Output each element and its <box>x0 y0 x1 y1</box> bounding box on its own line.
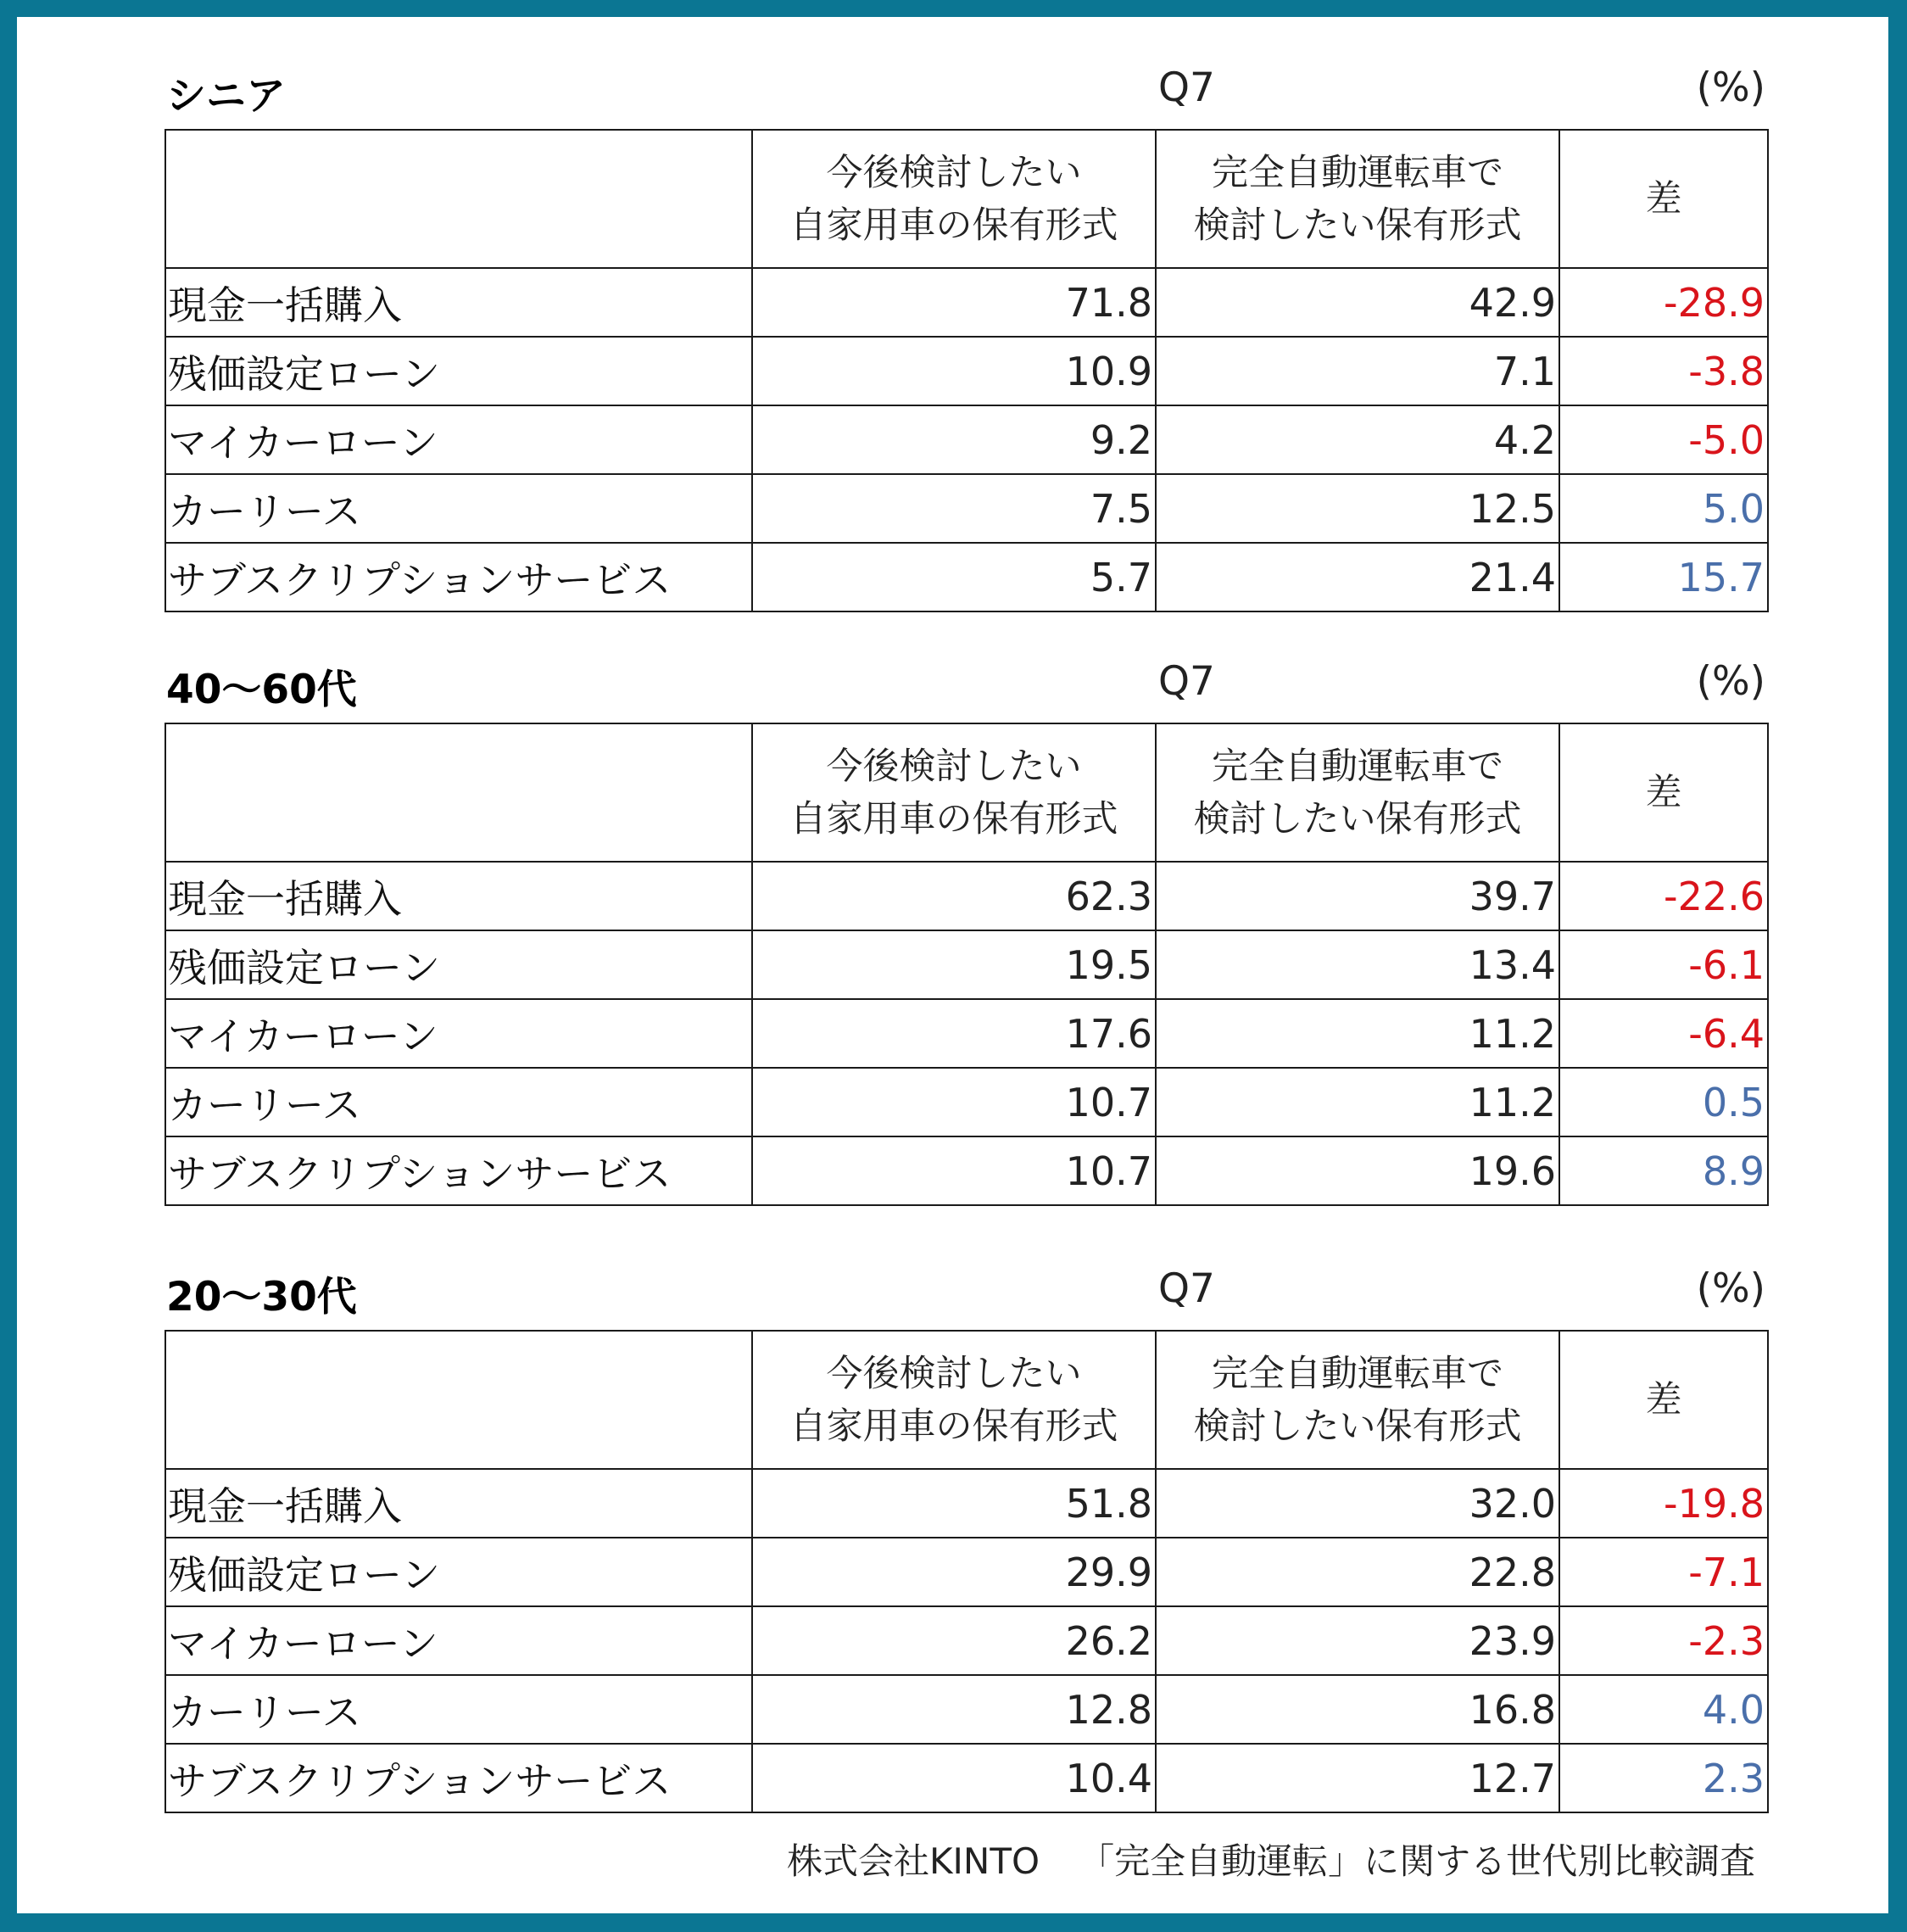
difference-cell: -7.1 <box>1559 1538 1768 1606</box>
row-label: サブスクリプションサービス <box>165 1744 752 1812</box>
question-label: Q7 <box>1158 658 1215 705</box>
difference-cell: -3.8 <box>1559 337 1768 405</box>
current-value-cell: 9.2 <box>752 405 1156 474</box>
row-label: 現金一括購入 <box>165 1469 752 1538</box>
difference-cell: -22.6 <box>1559 862 1768 930</box>
header-row <box>165 723 1768 862</box>
autonomous-value-cell: 21.4 <box>1156 543 1559 611</box>
header-row <box>165 130 1768 268</box>
row-label: サブスクリプションサービス <box>165 543 752 611</box>
table-block <box>164 1262 1767 1813</box>
figure-canvas <box>17 17 1888 1913</box>
difference-cell: -6.1 <box>1559 930 1768 999</box>
autonomous-value-cell: 11.2 <box>1156 999 1559 1068</box>
table-row <box>165 405 1768 474</box>
group-title: 20～30代 <box>166 1274 357 1321</box>
current-value-cell: 10.7 <box>752 1068 1156 1136</box>
autonomous-value-cell: 12.5 <box>1156 474 1559 543</box>
autonomous-value-cell: 23.9 <box>1156 1606 1559 1675</box>
column-header <box>1156 723 1559 862</box>
autonomous-value-cell: 32.0 <box>1156 1469 1559 1538</box>
row-label: カーリース <box>165 1675 752 1744</box>
source-caption <box>787 1834 1755 1885</box>
current-value-cell: 62.3 <box>752 862 1156 930</box>
row-label: カーリース <box>165 1068 752 1136</box>
column-header <box>1156 1331 1559 1469</box>
current-value-cell: 10.7 <box>752 1136 1156 1205</box>
difference-cell: 0.5 <box>1559 1068 1768 1136</box>
column-header-line: 今後検討したい <box>826 1352 1082 1395</box>
header-corner <box>165 1331 752 1469</box>
group-title: 40～60代 <box>166 667 357 713</box>
table-row <box>165 1469 1768 1538</box>
column-header-line: 自家用車の保有形式 <box>789 1404 1118 1448</box>
autonomous-value-cell: 22.8 <box>1156 1538 1559 1606</box>
data-table <box>164 723 1769 1206</box>
current-value-cell: 29.9 <box>752 1538 1156 1606</box>
current-value-cell: 71.8 <box>752 268 1156 337</box>
header-corner <box>165 130 752 268</box>
column-header-line: 完全自動運転車で <box>1212 151 1503 194</box>
group-title: シニア <box>166 73 286 120</box>
column-header-line: 差 <box>1645 1378 1682 1421</box>
table-row <box>165 1136 1768 1205</box>
difference-cell: -28.9 <box>1559 268 1768 337</box>
table-row <box>165 930 1768 999</box>
question-label: Q7 <box>1158 64 1215 111</box>
difference-cell: -6.4 <box>1559 999 1768 1068</box>
difference-cell: -19.8 <box>1559 1469 1768 1538</box>
table-row <box>165 337 1768 405</box>
row-label: 残価設定ローン <box>165 337 752 405</box>
current-value-cell: 12.8 <box>752 1675 1156 1744</box>
difference-cell: -5.0 <box>1559 405 1768 474</box>
autonomous-value-cell: 4.2 <box>1156 405 1559 474</box>
table-row <box>165 268 1768 337</box>
row-label: 現金一括購入 <box>165 862 752 930</box>
current-value-cell: 17.6 <box>752 999 1156 1068</box>
row-label: 現金一括購入 <box>165 268 752 337</box>
column-header-line: 検討したい保有形式 <box>1193 1404 1522 1448</box>
column-header-line: 完全自動運転車で <box>1212 1352 1503 1395</box>
autonomous-value-cell: 19.6 <box>1156 1136 1559 1205</box>
table-row <box>165 862 1768 930</box>
column-header-line: 自家用車の保有形式 <box>789 797 1118 840</box>
difference-cell: 15.7 <box>1559 543 1768 611</box>
column-header-line: 今後検討したい <box>826 151 1082 194</box>
column-header <box>752 130 1156 268</box>
column-header <box>1559 130 1768 268</box>
table-heading <box>164 1262 1767 1330</box>
table-block <box>164 655 1767 1206</box>
column-header <box>1559 1331 1768 1469</box>
table-row <box>165 999 1768 1068</box>
row-label: カーリース <box>165 474 752 543</box>
table-row <box>165 1744 1768 1812</box>
source-survey: 「完全自動運転」に関する世代別比較調査 <box>1079 1840 1756 1882</box>
autonomous-value-cell: 42.9 <box>1156 268 1559 337</box>
table-row <box>165 1538 1768 1606</box>
column-header-line: 差 <box>1645 771 1682 814</box>
column-header-line: 今後検討したい <box>826 745 1082 788</box>
unit-label: (%) <box>1696 658 1765 705</box>
column-header-line: 検討したい保有形式 <box>1193 797 1522 840</box>
row-label: 残価設定ローン <box>165 1538 752 1606</box>
current-value-cell: 51.8 <box>752 1469 1156 1538</box>
header-corner <box>165 723 752 862</box>
table-row <box>165 474 1768 543</box>
unit-label: (%) <box>1696 64 1765 111</box>
column-header-line: 差 <box>1645 177 1682 221</box>
difference-cell: 4.0 <box>1559 1675 1768 1744</box>
autonomous-value-cell: 39.7 <box>1156 862 1559 930</box>
table-row <box>165 1068 1768 1136</box>
question-label: Q7 <box>1158 1265 1215 1312</box>
autonomous-value-cell: 11.2 <box>1156 1068 1559 1136</box>
table-heading <box>164 61 1767 129</box>
table-row <box>165 543 1768 611</box>
difference-cell: 5.0 <box>1559 474 1768 543</box>
difference-cell: 8.9 <box>1559 1136 1768 1205</box>
autonomous-value-cell: 13.4 <box>1156 930 1559 999</box>
data-table <box>164 129 1769 612</box>
current-value-cell: 19.5 <box>752 930 1156 999</box>
row-label: 残価設定ローン <box>165 930 752 999</box>
autonomous-value-cell: 12.7 <box>1156 1744 1559 1812</box>
row-label: マイカーローン <box>165 1606 752 1675</box>
autonomous-value-cell: 16.8 <box>1156 1675 1559 1744</box>
current-value-cell: 7.5 <box>752 474 1156 543</box>
current-value-cell: 26.2 <box>752 1606 1156 1675</box>
column-header <box>752 1331 1156 1469</box>
column-header-line: 自家用車の保有形式 <box>789 204 1118 247</box>
table-row <box>165 1606 1768 1675</box>
data-table <box>164 1330 1769 1813</box>
column-header-line: 検討したい保有形式 <box>1193 204 1522 247</box>
difference-cell: 2.3 <box>1559 1744 1768 1812</box>
source-company: 株式会社KINTO <box>787 1840 1040 1882</box>
autonomous-value-cell: 7.1 <box>1156 337 1559 405</box>
current-value-cell: 10.4 <box>752 1744 1156 1812</box>
row-label: マイカーローン <box>165 405 752 474</box>
current-value-cell: 5.7 <box>752 543 1156 611</box>
column-header <box>1156 130 1559 268</box>
difference-cell: -2.3 <box>1559 1606 1768 1675</box>
table-row <box>165 1675 1768 1744</box>
column-header-line: 完全自動運転車で <box>1212 745 1503 788</box>
unit-label: (%) <box>1696 1265 1765 1312</box>
row-label: マイカーローン <box>165 999 752 1068</box>
current-value-cell: 10.9 <box>752 337 1156 405</box>
table-block <box>164 61 1767 612</box>
table-heading <box>164 655 1767 723</box>
column-header <box>1559 723 1768 862</box>
header-row <box>165 1331 1768 1469</box>
column-header <box>752 723 1156 862</box>
row-label: サブスクリプションサービス <box>165 1136 752 1205</box>
